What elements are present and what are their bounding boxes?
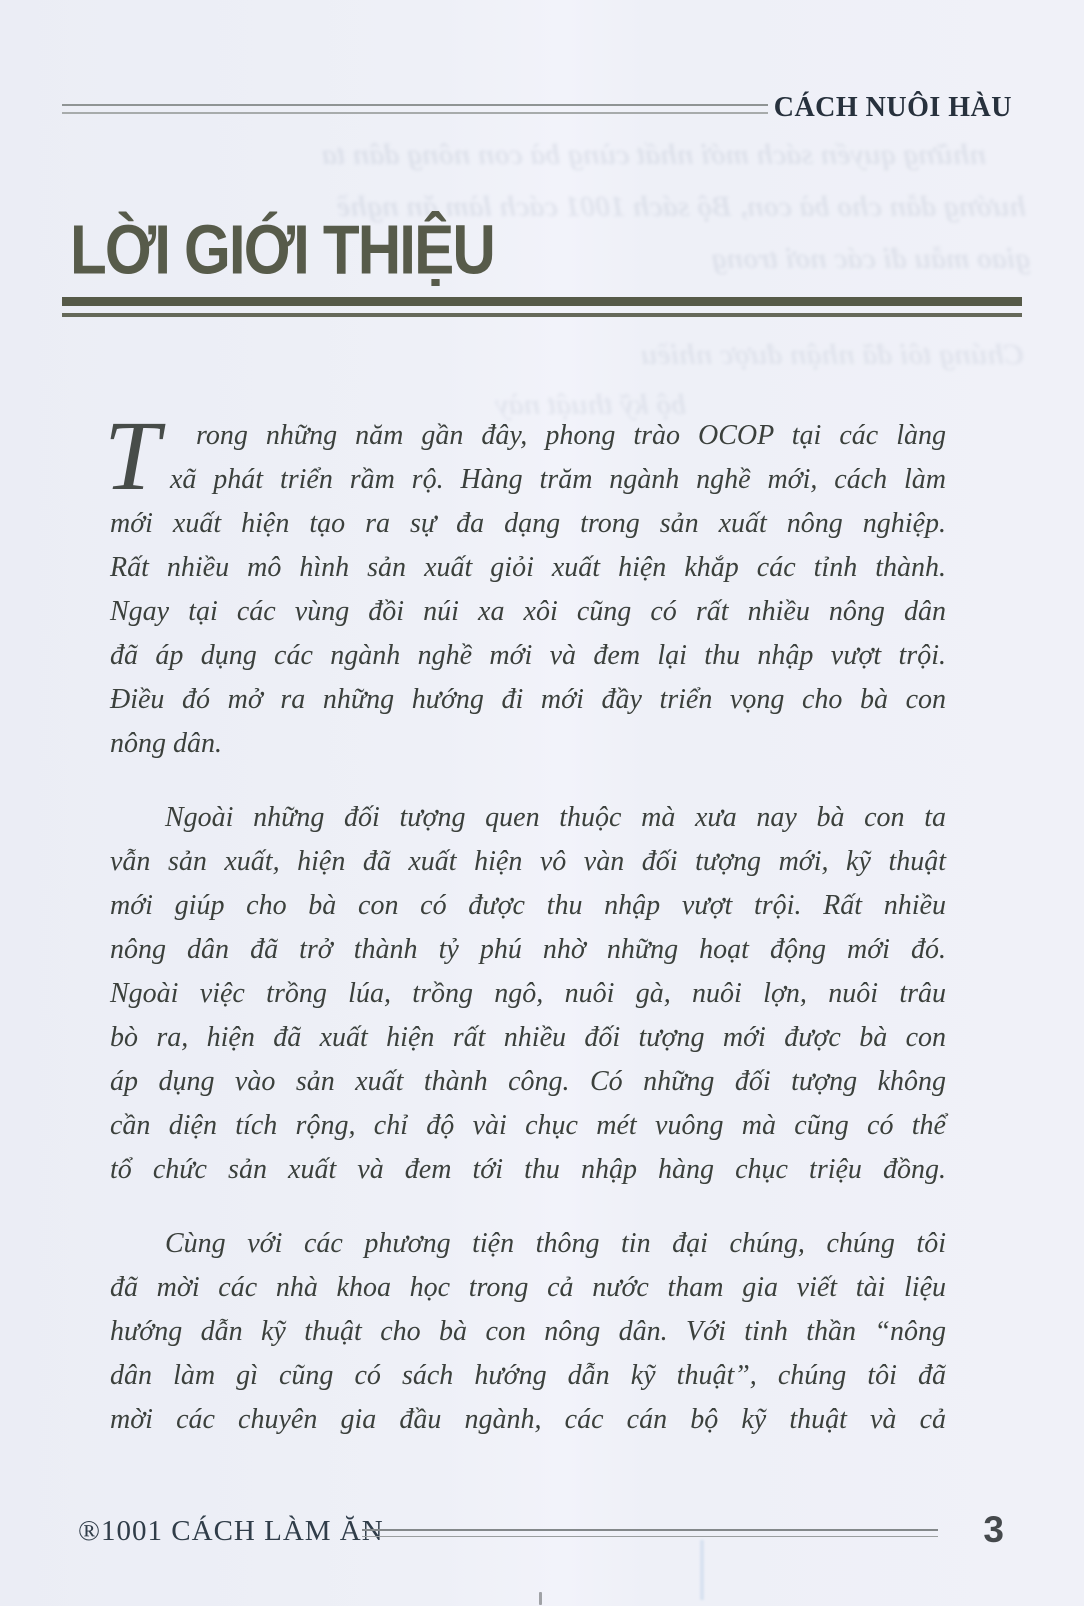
scan-artifact <box>700 1540 704 1600</box>
running-title: CÁCH NUÔI HÀU <box>773 92 1012 123</box>
text-line: mời các chuyên gia đầu ngành, các cán bộ kỹ thuật và cả <box>110 1404 946 1435</box>
text-line: Ngay tại các vùng đồi núi xa xôi cũng có rất nhiều nông dân <box>110 596 946 627</box>
scan-artifact <box>539 1592 542 1605</box>
bleedthrough-text: bộ kỹ thuật này <box>495 388 686 421</box>
text-line: Ngoài việc trồng lúa, trồng ngô, nuôi gà, nuôi lợn, nuôi trâu <box>110 978 946 1009</box>
drop-cap: T <box>104 400 160 511</box>
text-line: vẫn sản xuất, hiện đã xuất hiện vô vàn đối tượng mới, kỹ thuật <box>110 846 946 877</box>
text-line: áp dụng vào sản xuất thành công. Có những đối tượng không <box>110 1066 946 1097</box>
bleedthrough-text: những quyển sách mới nhất cùng bà con nông dân ta <box>321 138 986 171</box>
text-line: mới xuất hiện tạo ra sự đa dạng trong sản xuất nông nghiệp. <box>110 508 946 539</box>
footer-rule <box>362 1529 938 1537</box>
imprint: ®1001 CÁCH LÀM ĂN <box>78 1515 384 1547</box>
text-line: Rất nhiều mô hình sản xuất giỏi xuất hiện khắp các tỉnh thành. <box>110 552 946 583</box>
text-line: hướng dẫn kỹ thuật cho bà con nông dân. Với tinh thần “nông <box>110 1316 946 1347</box>
header-rule <box>62 104 768 114</box>
text-line: nông dân đã trở thành tỷ phú nhờ những hoạt động mới đó. <box>110 934 946 965</box>
title-rule-thick <box>62 297 1022 306</box>
paragraph <box>110 1222 946 1442</box>
text-line: rong những năm gần đây, phong trào OCOP tại các làng <box>196 420 946 451</box>
text-line: Ngoài những đối tượng quen thuộc mà xưa nay bà con ta <box>165 802 946 833</box>
text-line: đã mời các nhà khoa học trong cả nước tham gia viết tài liệu <box>110 1272 946 1303</box>
running-header <box>0 90 1084 130</box>
page-title: LỜI GIỚI THIỆU <box>70 211 494 289</box>
bleedthrough-text: giao mẫu đi các nơi trong <box>711 242 1030 275</box>
text-line: cần diện tích rộng, chỉ độ vài chục mét vuông mà cũng có thể <box>110 1110 946 1141</box>
bleedthrough-text: hướng dẫn cho bà con, Bộ sách 1001 cách làm ăn nghề <box>336 190 1026 223</box>
text-line: nông dân. <box>110 728 222 759</box>
text-line: mới giúp cho bà con có được thu nhập vượt trội. Rất nhiều <box>110 890 946 921</box>
text-line: đã áp dụng các ngành nghề mới và đem lại thu nhập vượt trội. <box>110 640 946 671</box>
text-line: dân làm gì cũng có sách hướng dẫn kỹ thuật”, chúng tôi đã <box>110 1360 946 1391</box>
page-number: 3 <box>983 1509 1004 1550</box>
title-rule-thin <box>62 313 1022 317</box>
page-footer <box>0 1505 1084 1565</box>
text-line: Điều đó mở ra những hướng đi mới đầy triển vọng cho bà con <box>110 684 946 715</box>
text-line: bò ra, hiện đã xuất hiện rất nhiều đối tượng mới được bà con <box>110 1022 946 1053</box>
paragraph <box>110 796 946 1192</box>
bleedthrough-text: Chúng tôi đã nhận được nhiều <box>640 338 1024 371</box>
text-line: Cùng với các phương tiện thông tin đại chúng, chúng tôi <box>165 1228 946 1259</box>
title-underline <box>62 297 1022 317</box>
text-line: tổ chức sản xuất và đem tới thu nhập hàng chục triệu đồng. <box>110 1154 946 1185</box>
text-line: xã phát triển rầm rộ. Hàng trăm ngành nghề mới, cách làm <box>170 464 946 495</box>
